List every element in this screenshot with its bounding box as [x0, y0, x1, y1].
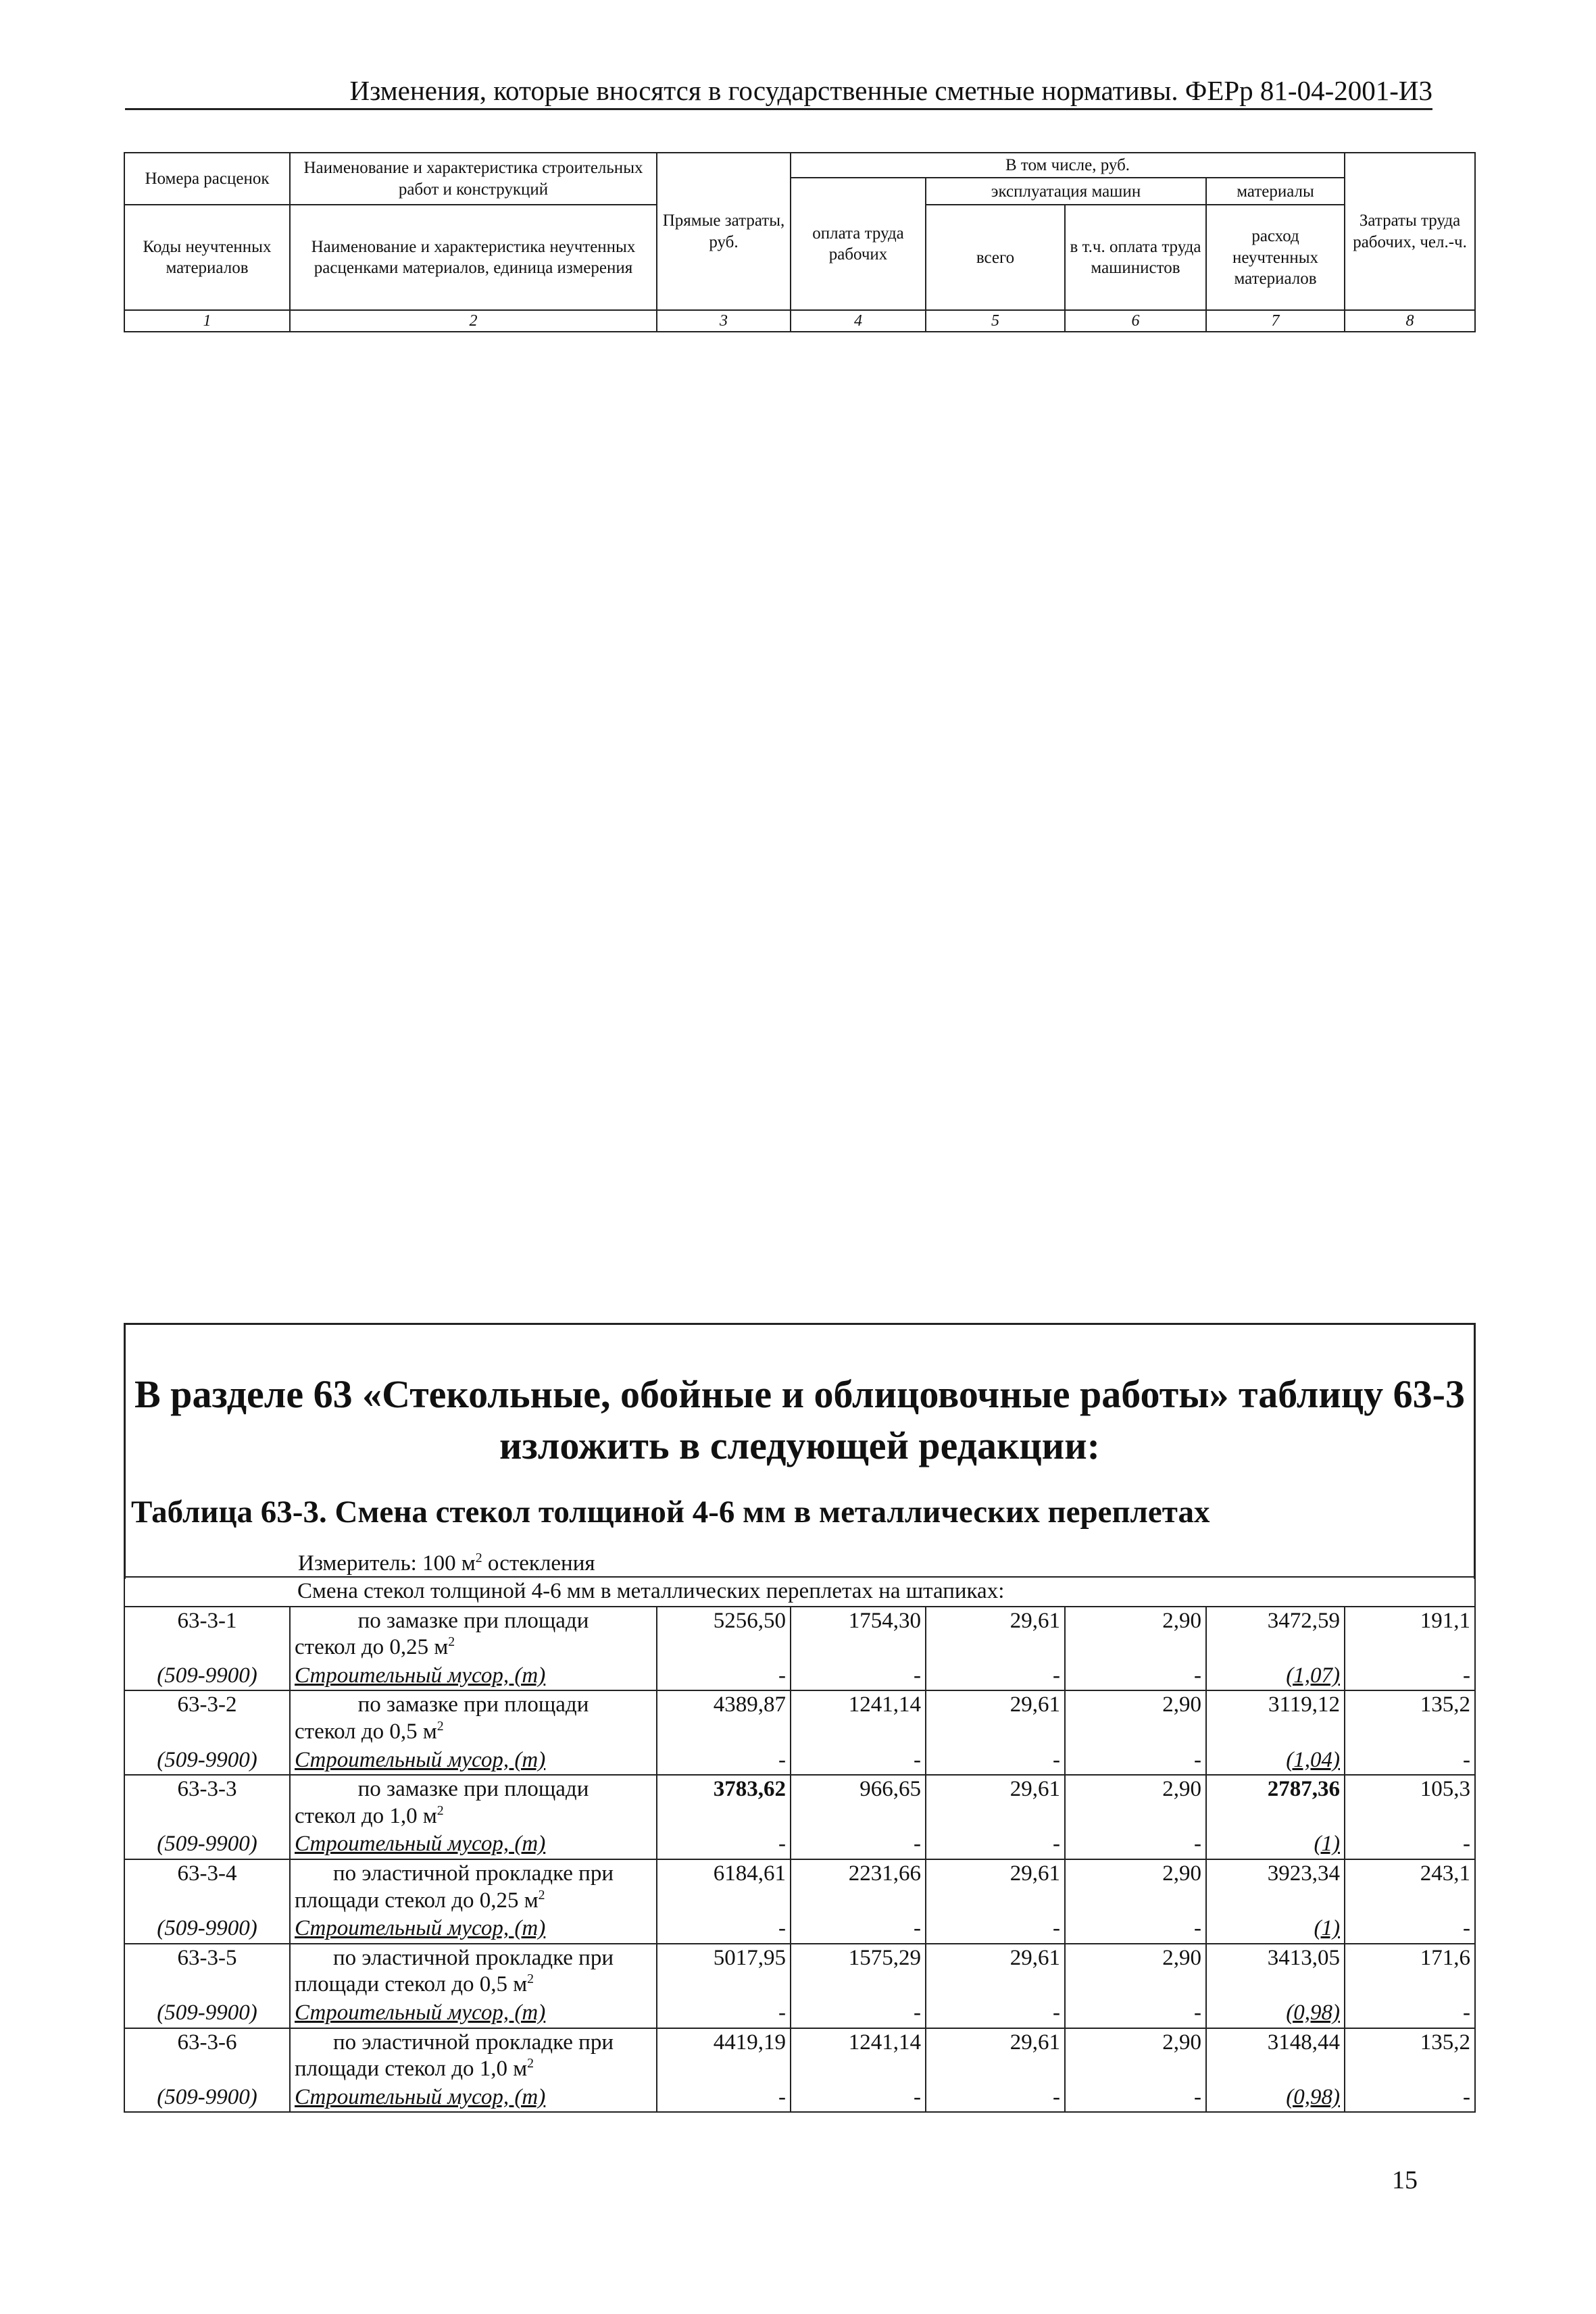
materials-cost: 3119,12	[1206, 1690, 1345, 1746]
work-description	[290, 1775, 657, 1830]
material-code: (509-9900)	[124, 1662, 290, 1691]
rates-table	[124, 1576, 1476, 2113]
machines-total: 29,61	[926, 1944, 1065, 1999]
material-consumption: (0,98)	[1206, 1999, 1345, 2028]
machines-total: 29,61	[926, 1690, 1065, 1746]
machinist-wages: 2,90	[1065, 1944, 1206, 1999]
rate-row	[124, 1607, 1475, 1662]
labor-hours: 191,1	[1345, 1607, 1475, 1662]
materials-cost: 3413,05	[1206, 1944, 1345, 1999]
col-number: 7	[1206, 310, 1345, 332]
material-labor-hours: -	[1345, 1915, 1475, 1944]
material-machines-total: -	[926, 1746, 1065, 1776]
labor-wages: 1575,29	[791, 1944, 926, 1999]
rate-code: 63-3-1	[124, 1607, 290, 1662]
hdr-incl: В том числе, руб.	[791, 153, 1345, 178]
table-title: Таблица 63-3. Смена стекол толщиной 4-6 мм в металлических переплетах	[131, 1494, 1210, 1530]
material-machines-total: -	[926, 1915, 1065, 1944]
direct-costs: 4389,87	[657, 1690, 791, 1746]
hdr-col3: Прямые затраты, руб.	[657, 153, 791, 310]
rate-row	[124, 1775, 1475, 1830]
material-row	[124, 1830, 1475, 1859]
work-description-line1: по замазке при площади	[357, 1608, 589, 1633]
machines-total: 29,61	[926, 2028, 1065, 2084]
material-consumption: (0,98)	[1206, 2084, 1345, 2113]
material-name: Строительный мусор, (т)	[290, 1746, 657, 1776]
rate-code: 63-3-5	[124, 1944, 290, 1999]
page-number: 15	[1392, 2166, 1418, 2194]
labor-wages: 2231,66	[791, 1859, 926, 1915]
material-code: (509-9900)	[124, 1746, 290, 1776]
materials-cost: 3923,34	[1206, 1859, 1345, 1915]
material-code: (509-9900)	[124, 1999, 290, 2028]
hdr-col1-bottom: Коды неучтенных материалов	[124, 205, 290, 310]
rate-code: 63-3-3	[124, 1775, 290, 1830]
labor-hours: 135,2	[1345, 1690, 1475, 1746]
material-code: (509-9900)	[124, 1830, 290, 1859]
work-description-line1: по эластичной прокладке при	[332, 1945, 614, 1970]
hdr-col5: всего	[926, 205, 1065, 310]
column-header-table	[124, 152, 1476, 332]
material-row	[124, 1915, 1475, 1944]
hdr-col2-top: Наименование и характеристика строительных работ и конструкций	[290, 153, 657, 205]
material-code: (509-9900)	[124, 2084, 290, 2113]
section-title: В разделе 63 «Стекольные, обойные и облицовочные работы» таблицу 63-3 изложить в следующей редакции:	[134, 1372, 1465, 1467]
material-machines-total: -	[926, 2084, 1065, 2113]
material-direct-costs: -	[657, 1746, 791, 1776]
labor-wages: 1241,14	[791, 1690, 926, 1746]
material-labor-wages: -	[791, 1999, 926, 2028]
direct-costs: 3783,62	[657, 1775, 791, 1830]
material-row	[124, 1662, 1475, 1691]
material-machinist-wages: -	[1065, 2084, 1206, 2113]
table-subtitle: Смена стекол толщиной 4-6 мм в металлических переплетах на штапиках:	[124, 1577, 1475, 1607]
material-labor-hours: -	[1345, 1746, 1475, 1776]
material-name: Строительный мусор, (т)	[290, 1830, 657, 1859]
material-labor-wages: -	[791, 1746, 926, 1776]
labor-hours: 105,3	[1345, 1775, 1475, 1830]
labor-wages: 1754,30	[791, 1607, 926, 1662]
col-number: 1	[124, 310, 290, 332]
col-number: 6	[1065, 310, 1206, 332]
work-description-line1: по эластичной прокладке при	[332, 2030, 614, 2055]
material-consumption: (1)	[1206, 1830, 1345, 1859]
material-direct-costs: -	[657, 1999, 791, 2028]
material-row	[124, 1999, 1475, 2028]
hdr-machines: эксплуатация машин	[926, 178, 1206, 205]
material-labor-wages: -	[791, 1662, 926, 1691]
material-direct-costs: -	[657, 1915, 791, 1944]
work-description-line1: по эластичной прокладке при	[332, 1861, 614, 1886]
material-labor-hours: -	[1345, 1830, 1475, 1859]
labor-hours: 135,2	[1345, 2028, 1475, 2084]
work-description-line2: стекол до 0,5 $м^2$	[295, 1718, 444, 1744]
work-description-line1: по замазке при площади	[357, 1777, 589, 1802]
material-machinist-wages: -	[1065, 1662, 1206, 1691]
materials-cost: 3148,44	[1206, 2028, 1345, 2084]
material-name: Строительный мусор, (т)	[290, 1915, 657, 1944]
hdr-col6: в т.ч. оплата труда машинистов	[1065, 205, 1206, 310]
work-description	[290, 1607, 657, 1662]
direct-costs: 4419,19	[657, 2028, 791, 2084]
labor-hours: 243,1	[1345, 1859, 1475, 1915]
material-consumption: (1,04)	[1206, 1746, 1345, 1776]
labor-wages: 966,65	[791, 1775, 926, 1830]
col-number: 3	[657, 310, 791, 332]
material-labor-wages: -	[791, 1830, 926, 1859]
material-labor-hours: -	[1345, 2084, 1475, 2113]
machines-total: 29,61	[926, 1775, 1065, 1830]
running-header: Изменения, которые вносятся в государственные сметные нормативы. ФЕРр 81-04-2001-И3	[125, 73, 1432, 110]
measure-unit: Измеритель: 100 $м^2$ остекления	[298, 1551, 595, 1576]
rate-code: 63-3-6	[124, 2028, 290, 2084]
material-labor-hours: -	[1345, 1662, 1475, 1691]
hdr-col8: Затраты труда рабочих, чел.-ч.	[1345, 153, 1475, 310]
material-machinist-wages: -	[1065, 1915, 1206, 1944]
material-machines-total: -	[926, 1830, 1065, 1859]
material-direct-costs: -	[657, 2084, 791, 2113]
machinist-wages: 2,90	[1065, 1775, 1206, 1830]
material-labor-hours: -	[1345, 1999, 1475, 2028]
machinist-wages: 2,90	[1065, 1690, 1206, 1746]
work-description-line2: площади стекол до 0,5 $м^2$	[295, 1971, 534, 1997]
col-number: 8	[1345, 310, 1475, 332]
material-code: (509-9900)	[124, 1915, 290, 1944]
machinist-wages: 2,90	[1065, 1859, 1206, 1915]
work-description-line2: площади стекол до 0,25 $м^2$	[295, 1887, 545, 1913]
work-description-line2: стекол до 1,0 $м^2$	[295, 1803, 444, 1828]
col-number: 4	[791, 310, 926, 332]
material-machinist-wages: -	[1065, 1999, 1206, 2028]
machinist-wages: 2,90	[1065, 1607, 1206, 1662]
rate-code: 63-3-4	[124, 1859, 290, 1915]
labor-hours: 171,6	[1345, 1944, 1475, 1999]
rate-row	[124, 1690, 1475, 1746]
work-description	[290, 1859, 657, 1915]
materials-cost: 2787,36	[1206, 1775, 1345, 1830]
material-machinist-wages: -	[1065, 1746, 1206, 1776]
material-labor-wages: -	[791, 2084, 926, 2113]
col-number: 2	[290, 310, 657, 332]
hdr-col1-top: Номера расценок	[124, 153, 290, 205]
machines-total: 29,61	[926, 1859, 1065, 1915]
material-labor-wages: -	[791, 1915, 926, 1944]
material-name: Строительный мусор, (т)	[290, 1662, 657, 1691]
material-row	[124, 1746, 1475, 1776]
direct-costs: 5017,95	[657, 1944, 791, 1999]
machinist-wages: 2,90	[1065, 2028, 1206, 2084]
labor-wages: 1241,14	[791, 2028, 926, 2084]
material-consumption: (1)	[1206, 1915, 1345, 1944]
materials-cost: 3472,59	[1206, 1607, 1345, 1662]
work-description-line1: по замазке при площади	[357, 1692, 589, 1717]
direct-costs: 6184,61	[657, 1859, 791, 1915]
hdr-materials: материалы	[1206, 178, 1345, 205]
rate-row	[124, 1859, 1475, 1915]
material-row	[124, 2084, 1475, 2113]
work-description	[290, 1690, 657, 1746]
work-description	[290, 2028, 657, 2084]
material-name: Строительный мусор, (т)	[290, 2084, 657, 2113]
material-name: Строительный мусор, (т)	[290, 1999, 657, 2028]
material-direct-costs: -	[657, 1662, 791, 1691]
rate-code: 63-3-2	[124, 1690, 290, 1746]
col-number: 5	[926, 310, 1065, 332]
section-box	[124, 1323, 1476, 1579]
work-description	[290, 1944, 657, 1999]
hdr-col7: расход неучтенных материалов	[1206, 205, 1345, 310]
material-direct-costs: -	[657, 1830, 791, 1859]
rate-row	[124, 1944, 1475, 1999]
machines-total: 29,61	[926, 1607, 1065, 1662]
material-machinist-wages: -	[1065, 1830, 1206, 1859]
material-machines-total: -	[926, 1662, 1065, 1691]
material-consumption: (1,07)	[1206, 1662, 1345, 1691]
hdr-col4: оплата труда рабочих	[791, 178, 926, 310]
work-description-line2: площади стекол до 1,0 $м^2$	[295, 2056, 534, 2082]
material-machines-total: -	[926, 1999, 1065, 2028]
rate-row	[124, 2028, 1475, 2084]
work-description-line2: стекол до 0,25 $м^2$	[295, 1634, 455, 1660]
hdr-col2-bottom: Наименование и характеристика неучтенных расценками материалов, единица измерения	[290, 205, 657, 310]
direct-costs: 5256,50	[657, 1607, 791, 1662]
